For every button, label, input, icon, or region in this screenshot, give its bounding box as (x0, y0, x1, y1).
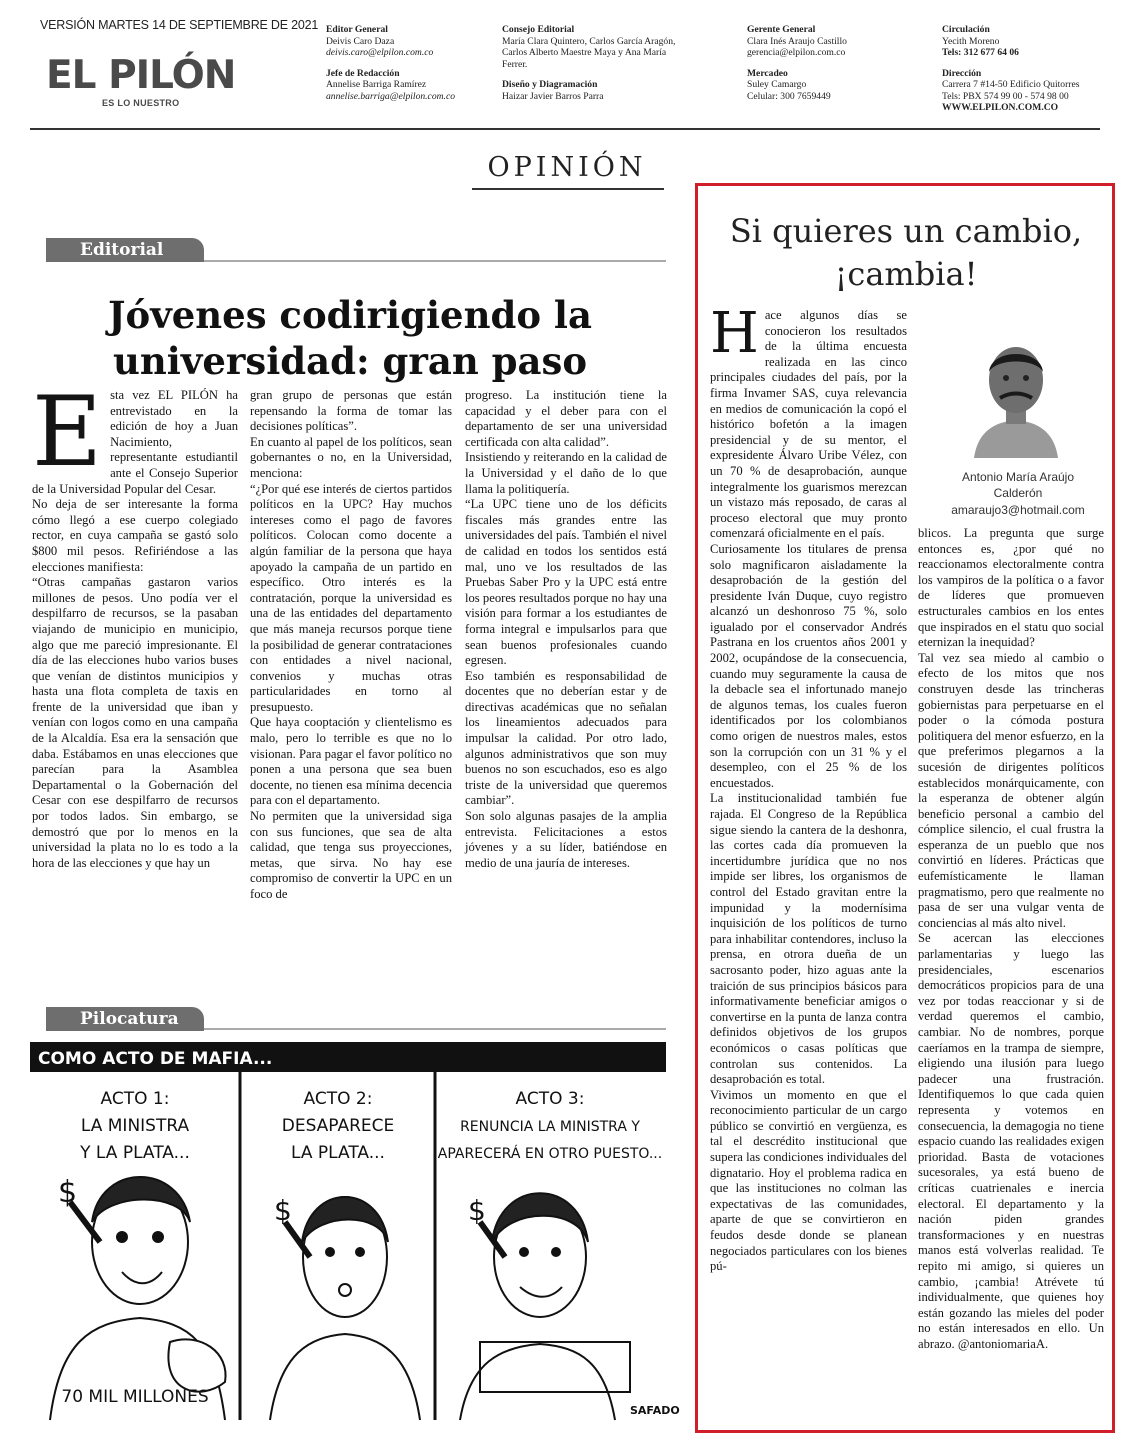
author-surname: Calderón (993, 486, 1043, 500)
paragraph: La institucionalidad también fue rajada. El Congreso de la República sigue siendo la cantera de la deshonra, las cortes cada día promueven la incertidumbre jurídica que no nos impide ser libres, los organismos de control del Estado gravitan entre la impunidad y la modernísima inquisición de los políticos de turno para inhabilitar contendores, incluso la prensa, en otrora dueña de un sacrosanto poder, hizo aguas ante la traición de sus principios básicos para informativamente beneficiar amigos o convertirse en la punta de lanza contra definidos objetivos de los grupos económicos o casas políticas que controlan sus contenidos. La desaprobación es total. (710, 791, 907, 1087)
cartoon-strip (30, 1042, 680, 1420)
panel-3-line-2: RENUNCIA LA MINISTRA Y (460, 1119, 640, 1135)
pilocatura-tab: Pilocatura (46, 1007, 204, 1031)
editorial-dropcap: E (32, 376, 103, 488)
paragraph: blicos. La pregunta que surge entonces es, ¿por qué no reaccionamos electoralmente contra los vampiros de la política o a favor de líderes que promueven estructurales cambios en los entes que inspirados en el statu quo social eternizan la inequidad? (918, 526, 1104, 650)
staff-editor-general: Editor General Deivis Caro Daza deivis.caro@elpilon.com.co Jefe de Redacción Annelise Barriga Ramírez annelise.barriga@elpilon.com.co (326, 24, 496, 102)
minister-caricature-1 (50, 1175, 226, 1420)
section-rule (472, 188, 664, 190)
opinion-dropcap: H (710, 301, 759, 366)
redaccion-email-link[interactable]: annelise.barriga@elpilon.com.co (326, 90, 455, 102)
svg-text:$: $ (58, 1175, 78, 1210)
author-name: Antonio María Araújo (961, 470, 1075, 484)
edition-date: VERSIÓN MARTES 14 DE SEPTIEMBRE DE 2021 (40, 18, 319, 32)
paragraph: ace algunos días se conocieron los resultados de la última encuesta realizada en las cinco principales ciudades del país, por la firma Invamer SAS, cuya relevancia en medios de comunicación la copó el histórico bofetón a la imagen presidencial y de su mentor, el expresidente Álvaro Uribe Vélez, con un 70 % de desaprobación, aunque integralmente los guarismos merezcan un vistazo más reposado, de caras al proceso electoral que muy pronto comenzará oficialmente en el país. (710, 308, 907, 541)
paragraph: Que haya cooptación y clientelismo es malo, pero lo terrible es que no lo visionan. Para pagar el favor político no ponen a una persona que sea buen docente, no tienen esa mínima decencia para con el departamento. (250, 715, 452, 808)
paragraph: “Otras campañas gastaron varios millones de pesos. Uno podía ver el despilfarro de recursos, se la pasaban viajando de municipio en municipio, algo que me pareció impresionante. El día de las elecciones hubo varios buses que venían de distintos municipios y hasta una flota completa de taxis en frente de la universidad que iban y venían con logos como en una campaña de la Alcaldía. Esa era la sensación que daba. Estábamos en unas elecciones que parecían para la Asamblea Departamental o la Gobernación del Cesar con ese despilfarro de recursos por todos lados. Sin embargo, se demostró que por lo menos en la universidad la plata no lo es todo a la hora de las elecciones y que hay un (32, 575, 238, 870)
paragraph: sta vez EL PILÓN ha entrevistado en la edición de hoy a Juan Nacimiento, representante estudiantil ante el Consejo Superior de la Universidad Popular del Cesar. (32, 388, 238, 496)
paragraph: Curiosamente los titulares de prensa solo magnificaron aisladamente la desaprobación de la gestión del presidente Iván Duque, cuyo registro alcanzó un deshonroso 75 %, solo igualado por el conservador Andrés Pastrana en los cruentos años 2001 y 2002, ocupándose de la consecuencia, cuando muy seguramente la causa de la debacle sea el infortunado manejo de algunos temas, los cuales fueron identificados por los colombianos como origen de nuestros males, estos son la corrupción con un 31 % y el desempleo, con el 25 % de los encuestados. (710, 541, 907, 790)
gerencia-email-link[interactable]: gerencia@elpilon.com.co (747, 47, 846, 58)
newspaper-logo[interactable]: EL PILÓN (46, 53, 236, 98)
paragraph: Tal vez sea miedo al cambio o efecto de los mitos que nos construyen desde las trincheras gobiernistas para perpetuarse en el poder o la cómoda postura politiquera del menor esfuerzo, en la que preferimos plegarnos a la sucesión de dirigentes políticos establecidos monárquicamente, con la esperanza de obtener algún beneficio personal a cambio del cómplice silencio, el cual frustra la esperanza de un pueblo que nos convirtió en líderes. Prácticas que eufemísticamente le llaman pragmatismo, pero que realmente no pasa de ser una vulgar venta de conciencias al más alto nivel. (918, 650, 1104, 930)
section-title: OPINIÓN (487, 152, 647, 183)
newspaper-slogan: ES LO NUESTRO (102, 98, 180, 108)
paragraph: No permiten que la universidad siga con sus funciones, que sea de alta calidad, que tenga sus proyecciones, metas, que sirva. No hay ese compromiso de convertir la UPC en un foco de (250, 809, 452, 901)
author-email[interactable]: amaraujo3@hotmail.com (951, 503, 1085, 517)
panel-2-line-1: ACTO 2: (303, 1089, 373, 1109)
editorial-column-2 (250, 388, 452, 903)
minister-caricature-2 (270, 1194, 420, 1420)
editor-email-link[interactable]: deivis.caro@elpilon.com.co (326, 47, 434, 58)
paragraph: Vivimos un momento en que el reconocimiento particular de un cargo público se convirtió en vergüenza, es tal el descrédito institucional que supera las condiciones individuales del dignatario. Hoy el problema radica en que las instituciones no colman las expectativas de las comunidades, aparte de que se convirtieron en feudos desde donde se planean negociados particulares con los bienes pú- (710, 1087, 907, 1274)
paragraph: Se acercan las elecciones parlamentarias y luego las presidenciales, escenarios democráticos propicios para de una vez por todas reaccionar y si de verdad queremos el cambio, cambiar. No de nombres, porque caeríamos en la trampa de siempre, eligiendo una ilusión para luego padecer una frustración. Identifiquemos lo que cada quien representa y votemos en consecuencia, la demagogia no tiene espacio cuando las realidades exigen prioridad. Basta de votaciones sucesorales, ya está bueno de críticas cuatrienales e inercia electoral. El departamento y la nación piden grandes transformaciones y en nuestras manos está volverlas realidad. Te repito mi amigo, si quieres un cambio, ¡cambia! Atrévete tú individualmente, que quienes hoy están gozando las mieles del poder no están interesados en ello. Un abrazo. @antoniomariaA. (918, 931, 1104, 1351)
website-link[interactable]: WWW.ELPILON.COM.CO (942, 102, 1059, 113)
staff-gerencia: Gerente General Clara Inés Araujo Castillo gerencia@elpilon.com.co Mercadeo Suley Camargo Celular: 300 7659449 (747, 24, 917, 102)
paragraph: “¿Por qué ese interés de ciertos partidos políticos en la UPC? Hay muchos intereses como el pago de favores políticos. Colocan como docente a algún familiar de la persona que haya apoyado la campaña de un partido en específico. Otro interés es la contratación, porque la universidad es una de las entidades del departamento que más maneja recursos porque tiene la posibilidad de generar contrataciones con entidades a nivel nacional, convenios y muchas otras particularidades en torno al presupuesto. (250, 481, 452, 714)
panel-2-line-3: LA PLATA... (291, 1143, 385, 1163)
paragraph: “La UPC tiene uno de los déficits fiscales más grandes entre las universidades del país. También el nivel de calidad en todos los sentidos está mal, uno ve los resultados de las Pruebas Saber Pro y la UPC está entre los peores resultados porque no hay una visión para formar a los estudiantes de forma integral e impulsarlos para que sean buenos profesionales cuando egresen. (465, 497, 667, 668)
svg-text:$: $ (274, 1194, 292, 1227)
cartoon-banner: COMO ACTO DE MAFIA... (38, 1049, 273, 1069)
editorial-tab: Editorial (46, 238, 204, 262)
cartoonist-signature: SAFADO (630, 1404, 680, 1417)
author-photo (966, 330, 1066, 458)
panel-1-line-3: Y LA PLATA... (80, 1143, 190, 1163)
cartoon-caption: 70 MIL MILLONES (61, 1387, 209, 1407)
paragraph: Eso también es responsabilidad de docentes que no deberían estar y de directivas académicas que no señalan los lineamientos adecuados para impulsar la calidad. Por otro lado, algunos administrativos que son muy buenos no son escuchados, eso es algo triste de la universidad que queremos cambiar”. (465, 668, 667, 808)
editorial-headline: Jóvenes codirigiendo la universidad: gran paso (108, 293, 592, 383)
paragraph: progreso. La institución tiene la capacidad y el deber para con el departamento de ser una universidad certificada con alta calidad”. (465, 388, 667, 449)
opinion-column-1 (710, 301, 907, 1275)
panel-1-line-1: ACTO 1: (100, 1089, 170, 1109)
opinion-column-2 (918, 526, 1104, 1352)
panel-3-line-1: ACTO 3: (515, 1089, 585, 1109)
panel-1-line-2: LA MINISTRA (80, 1116, 190, 1136)
panel-2-line-2: DESAPARECE (281, 1116, 395, 1136)
editorial-column-1 (32, 376, 238, 871)
panel-3-line-3: APARECERÁ EN OTRO PUESTO... (437, 1146, 663, 1162)
paragraph: No deja de ser interesante la forma cómo llegó a ese cuerpo colegiado rector, en cuya campaña se gastó solo $800 mil pesos. Refiriéndose a las elecciones manifiesta: (32, 497, 238, 574)
staff-consejo: Consejo Editorial María Clara Quintero, Carlos García Aragón, Carlos Alberto Maestre Maya y Ana María Ferrer. Diseño y Diagramación Haizar Javier Barros Parra (502, 24, 676, 102)
paragraph: En cuanto al papel de los políticos, sean gobernantes o no, en la Universidad, menciona: (250, 434, 452, 480)
editorial-column-3 (465, 388, 667, 871)
svg-text:$: $ (468, 1194, 486, 1227)
paragraph: Insistiendo y reiterando en la calidad de la Universidad y el daño de lo que llama la politiquería. (465, 450, 667, 496)
paragraph: gran grupo de personas que están repensando la forma de tomar las decisiones políticas”. (250, 388, 452, 434)
header-rule (30, 128, 1100, 130)
minister-caricature-3 (460, 1193, 630, 1420)
paragraph: Son solo algunas pasajes de la amplia entrevista. Felicitaciones a estos jóvenes y a su líder, batiéndose en medio de una jauría de intereses. (465, 809, 667, 870)
opinion-headline: Si quieres un cambio, ¡cambia! (729, 212, 1083, 293)
staff-circulacion: Circulación Yecith Moreno Tels: 312 677 64 06 Dirección Carrera 7 #14-50 Edificio Quitorres Tels: PBX 574 99 00 - 574 98 00 WWW.ELPILON.COM.CO (942, 24, 1112, 114)
